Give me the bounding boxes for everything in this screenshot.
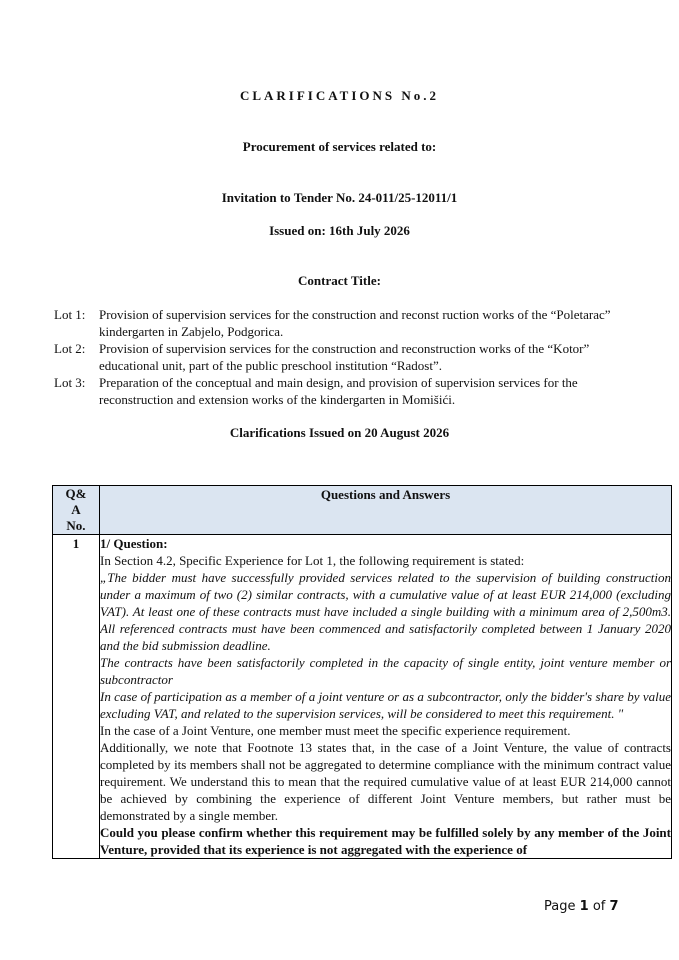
page-total: 7 (609, 899, 619, 914)
procurement-heading: Procurement of services related to: (242, 139, 437, 154)
lot-item (54, 374, 634, 408)
quoted-requirement: „The bidder must have successfully provided services related to the supervision of building construction under a maximum of two (2) similar contracts, with a cumulative value of at least EUR 214,000 (excluding VAT). At least one of these contracts must have included a single building with a minimum area of 2,500m3. All referenced contracts must have been commenced and satisfactorily completed between 1 January 2020 and the bid submission deadline. (100, 570, 671, 653)
document-title: CLARIFICATIONS No.2 (239, 88, 440, 103)
lot-label: Lot 3: (54, 375, 86, 390)
lot-item (54, 306, 634, 340)
qa-number-cell: 1 (53, 535, 100, 859)
table-row (53, 535, 672, 859)
contract-title-heading: Contract Title: (298, 273, 381, 288)
question-request: Could you please confirm whether this requirement may be fulfilled solely by any member of the Joint Venture, provided that its experience is not aggregated with the experience of (100, 825, 671, 857)
questions-answers-header: Questions and Answers (100, 486, 672, 535)
question-text: Additionally, we note that Footnote 13 states that, in the case of a Joint Venture, the value of contracts completed by its members shall not be aggregated to determine compliance with the minimum contract value requirement. We understand this to mean that the required cumulative value of at least EUR 214,000 cannot be achieved by combining the experience of different Joint Venture members, but rather must be demonstrated by a single member. (100, 740, 671, 823)
clarifications-issued-heading: Clarifications Issued on 20 August 2026 (229, 425, 450, 440)
question-intro: In Section 4.2, Specific Experience for Lot 1, the following requirement is stated: (100, 553, 525, 568)
page-current: 1 (579, 899, 589, 914)
question-text: In the case of a Joint Venture, one member must meet the specific experience requirement. (100, 723, 571, 738)
lot-label: Lot 1: (54, 307, 86, 322)
qa-table (52, 485, 672, 859)
lot-label: Lot 2: (54, 341, 86, 356)
page-word: Page (544, 899, 576, 914)
lots-list (54, 306, 634, 408)
quoted-requirement: The contracts have been satisfactorily completed in the capacity of single entity, joint venture member or subcontractor (100, 655, 671, 687)
qa-content-cell (100, 535, 672, 859)
lot-item (54, 340, 634, 374)
table-header-row (53, 486, 672, 535)
quoted-requirement: In case of participation as a member of a joint venture or as a subcontractor, only the bidder's share by value excluding VAT, and related to the supervision services, will be considered to meet this requirement. " (100, 689, 671, 721)
lot-description: Provision of supervision services for the construction and reconst ruction works of the “Poletarac” kindergarten in Zabjelo, Podgorica. (99, 307, 611, 339)
qa-number-header: Q& A No. (53, 486, 100, 535)
lot-description: Provision of supervision services for the construction and reconstruction works of the “Kotor” educational unit, part of the public preschool institution “Radost”. (99, 341, 590, 373)
page-number-footer (544, 899, 619, 914)
issued-date: Issued on: 16th July 2026 (269, 223, 410, 238)
tender-number: Invitation to Tender No. 24-011/25-12011/1 (221, 190, 458, 205)
question-heading: 1/ Question: (100, 536, 168, 551)
lot-description: Preparation of the conceptual and main design, and provision of supervision services for the reconstruction and extension works of the kindergarten in Momišići. (99, 375, 578, 407)
of-word: of (592, 899, 606, 914)
